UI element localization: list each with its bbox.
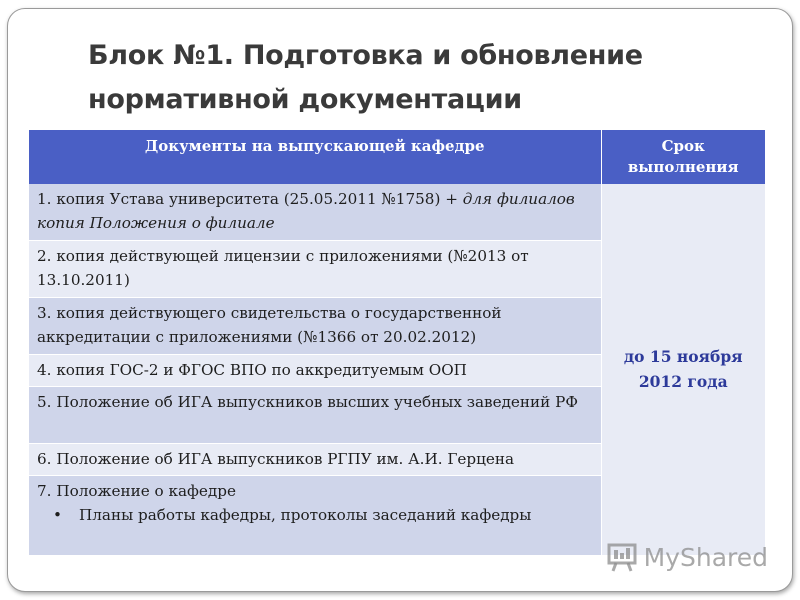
document-cell-2: 2. копия действующей лицензии с приложениями (№2013 от 13.10.2011) bbox=[29, 241, 601, 298]
header-deadline-line-1: Срок bbox=[661, 137, 705, 155]
sub-item-text: Планы работы кафедры, протоколы заседаний кафедры bbox=[79, 506, 532, 524]
title-line-1: Блок №1. Подготовка и обновление bbox=[88, 40, 643, 71]
header-deadline bbox=[601, 130, 765, 184]
presentation-board-icon bbox=[606, 542, 640, 572]
slide-title bbox=[88, 34, 748, 122]
document-cell-3: 3. копия действующего свидетельства о государственной аккредитации с приложениями (№1366 от 20.02.2012) bbox=[29, 298, 601, 355]
title-line-2: нормативной документации bbox=[88, 84, 522, 115]
header-deadline-line-2: выполнения bbox=[627, 158, 739, 176]
sub-list bbox=[37, 503, 593, 527]
table-row bbox=[29, 184, 765, 241]
watermark-text: MyShared bbox=[643, 542, 768, 572]
list-item bbox=[53, 503, 593, 527]
documents-table bbox=[29, 130, 765, 556]
deadline-line-1: до 15 ноября bbox=[623, 347, 743, 366]
watermark bbox=[606, 542, 768, 572]
document-cell-7 bbox=[29, 476, 601, 556]
deadline-cell bbox=[601, 184, 765, 556]
document-cell-1 bbox=[29, 184, 601, 241]
deadline-line-2: 2012 года bbox=[638, 372, 728, 391]
table-header-row bbox=[29, 130, 765, 184]
document-cell-5: 5. Положение об ИГА выпускников высших учебных заведений РФ bbox=[29, 387, 601, 444]
document-text: 7. Положение о кафедре bbox=[37, 482, 236, 500]
document-cell-6: 6. Положение об ИГА выпускников РГПУ им. А.И. Герцена bbox=[29, 444, 601, 476]
document-italic-note: для филиалов копия Положения о филиале bbox=[37, 190, 575, 232]
bullet-icon: • bbox=[53, 506, 62, 524]
document-cell-4: 4. копия ГОС-2 и ФГОС ВПО по аккредитуемым ООП bbox=[29, 355, 601, 387]
header-documents: Документы на выпускающей кафедре bbox=[29, 130, 601, 184]
document-text: 1. копия Устава университета (25.05.2011 №1758) + bbox=[37, 190, 463, 208]
